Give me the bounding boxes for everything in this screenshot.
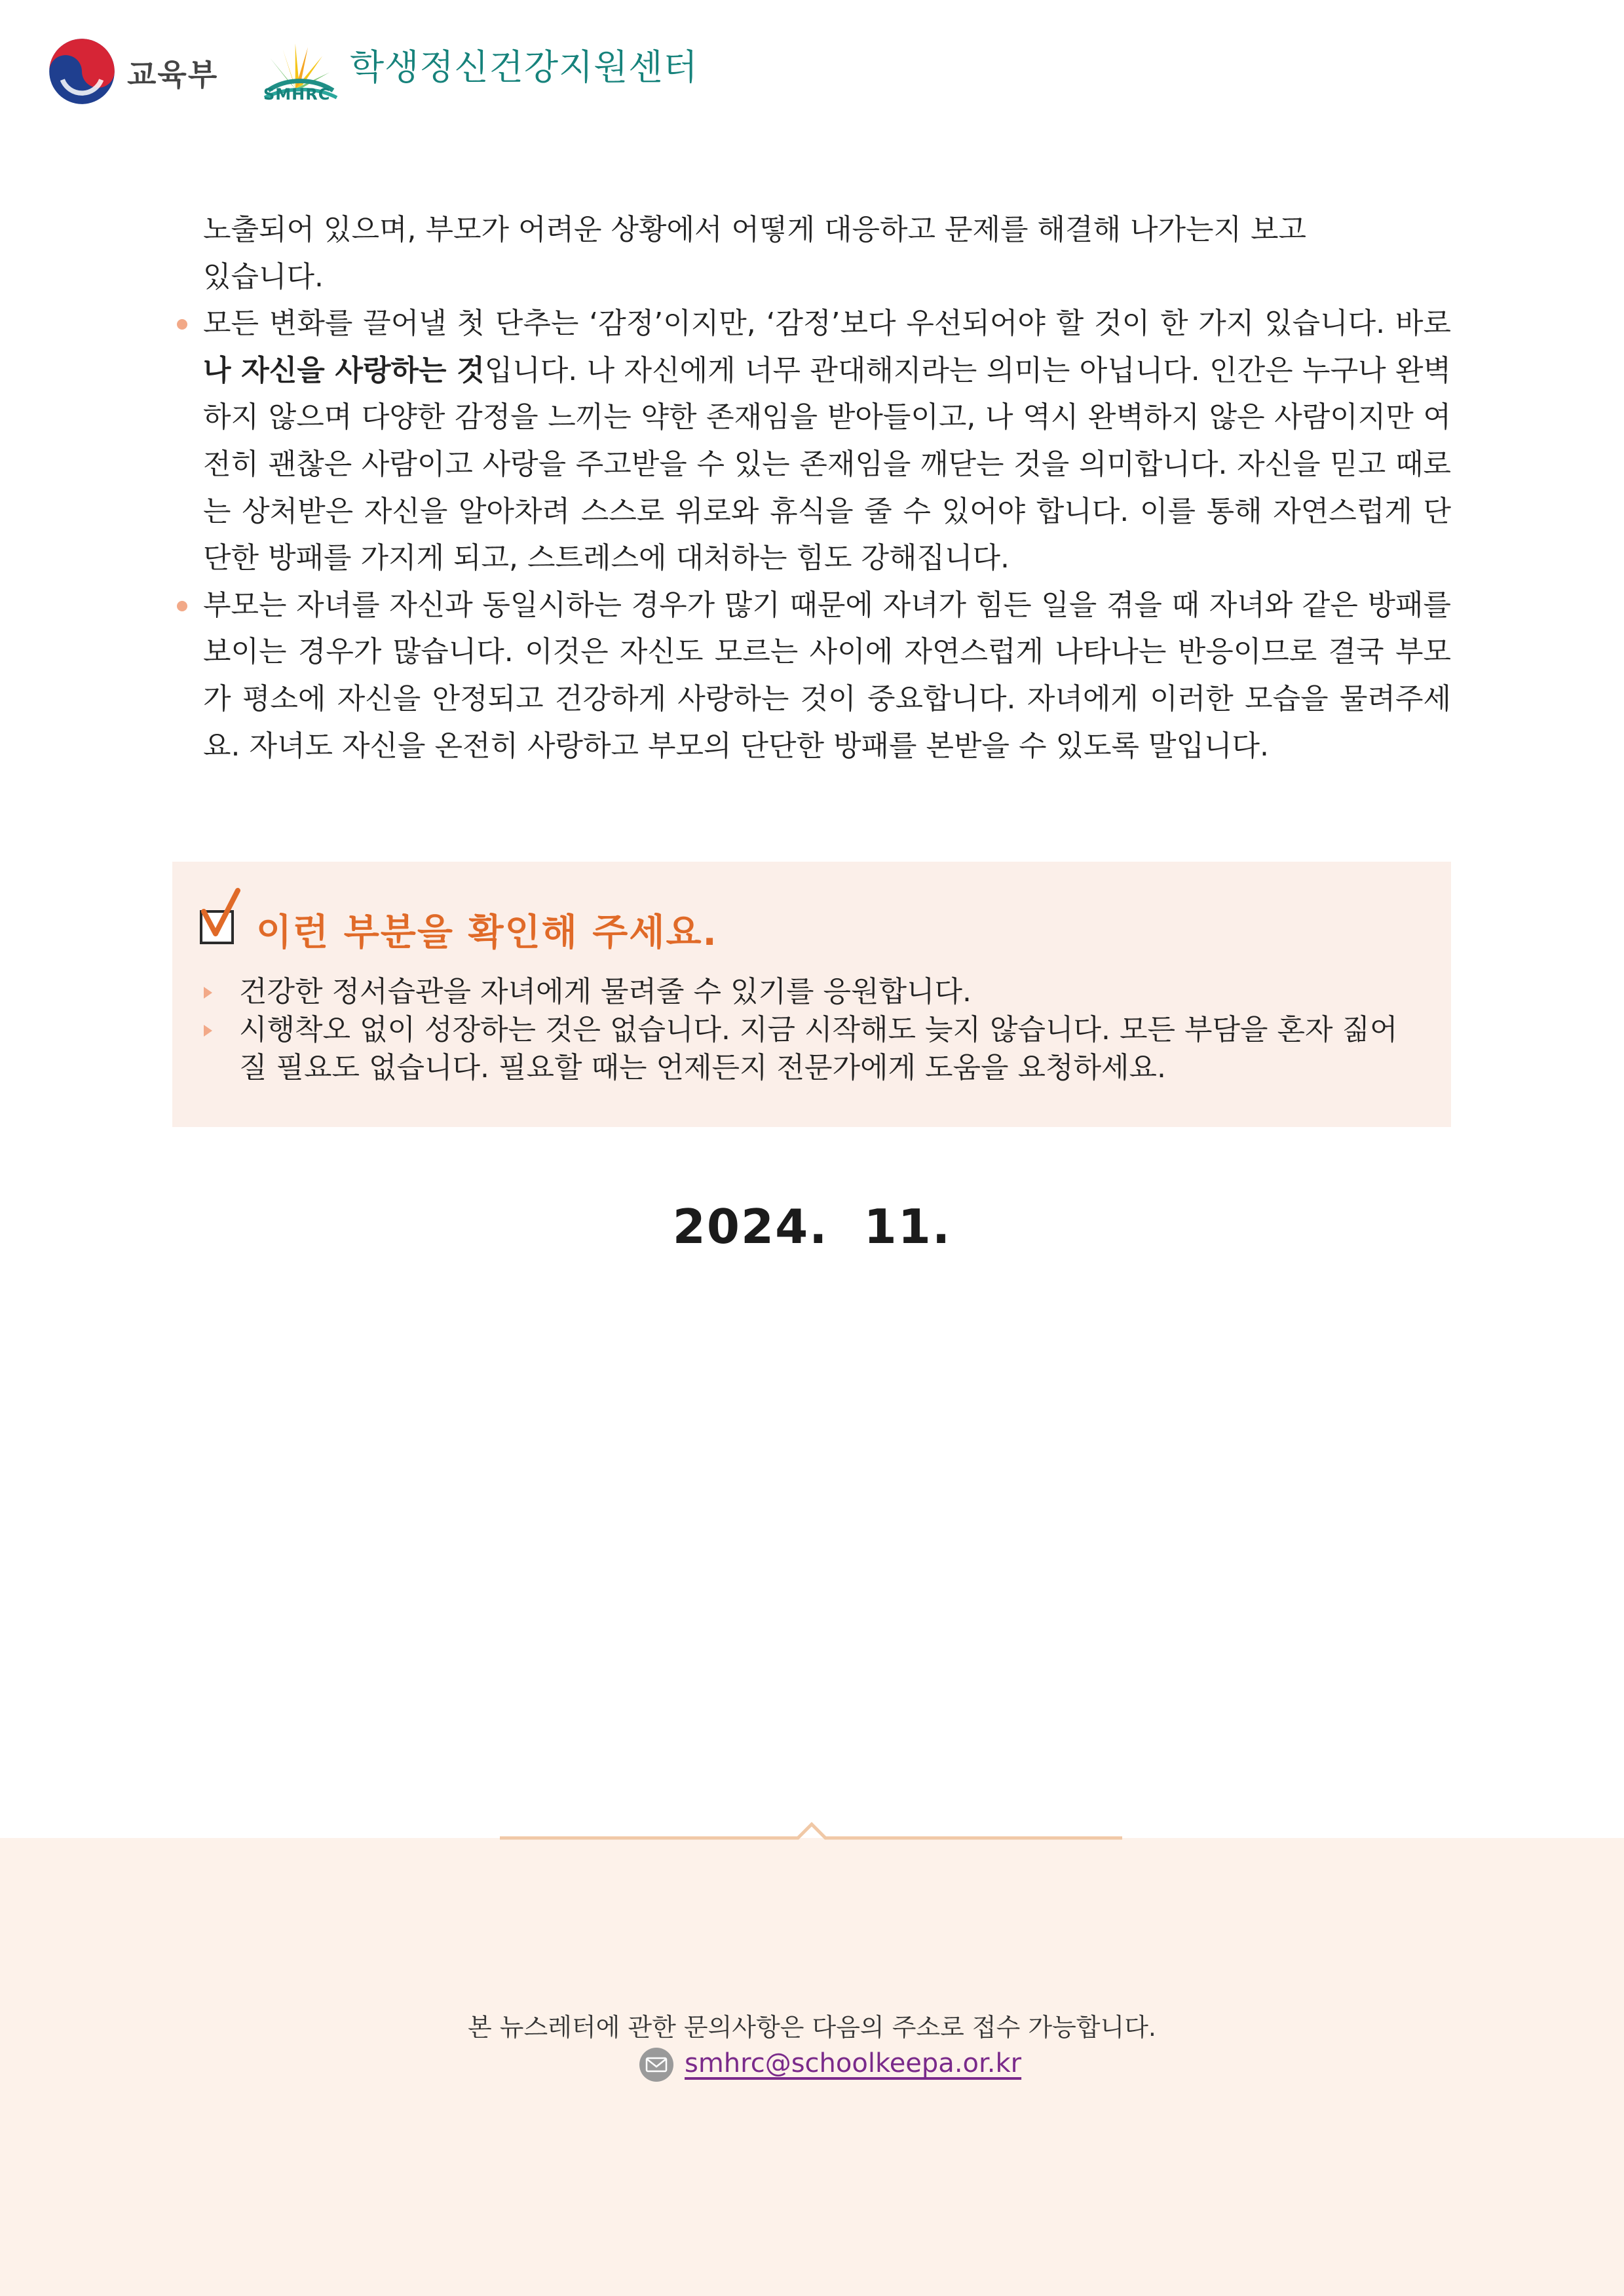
paragraph-line: 있습니다. <box>203 259 324 294</box>
footer-email-row <box>639 2046 1032 2085</box>
moe-taegeuk-logo-icon <box>47 37 117 106</box>
check-list-item <box>204 973 1422 1011</box>
check-points-panel <box>172 862 1451 1127</box>
bullet-paragraph-parents <box>203 582 1451 769</box>
center-name: 학생정신건강지원센터 <box>350 47 698 88</box>
paragraph-emphasis: 나 자신을 사랑하는 것 <box>203 353 485 387</box>
paragraph-intro <box>203 206 1451 300</box>
check-list-item <box>204 1011 1422 1087</box>
footer-contact-note: 본 뉴스레터에 관한 문의사항은 다음의 주소로 접수 가능합니다. <box>467 2013 1157 2042</box>
paragraph-text-continued: 입니다. 나 자신에게 너무 관대해지라는 의미는 아닙니다. 인간은 누구나 완벽하지 않으며 다양한 감정을 느끼는 약한 존재임을 받아들이고, 나 역시 완벽하지 않은 사람이지만 여전히 괜찮은 사람이고 사랑을 주고받을 수 있는 존재임을 깨닫는 것을 의미합니다. 자신을 믿고 때로는 상처받은 자신을 알아차려 스스로 위로와 휴식을 줄 수 있어야 합니다. 이를 통해 자연스럽게 단단한 방패를 가지게 되고, 스트레스에 대처하는 힘도 강해집니다. <box>203 353 1451 575</box>
footer-divider-notch <box>500 1808 1122 1848</box>
check-item-text: 시행착오 없이 성장하는 것은 없습니다. 지금 시작해도 늦지 않습니다. 모든 부담을 혼자 짊어질 필요도 없습니다. 필요할 때는 언제든지 전문가에게 도움을 요청하세요. <box>239 1013 1398 1084</box>
paragraph-line: 노출되어 있으며, 부모가 어려운 상황에서 어떻게 대응하고 문제를 해결해 나가는지 보고 <box>203 213 1306 246</box>
bullet-dot-icon <box>177 319 187 330</box>
check-item-text: 건강한 정서습관을 자녀에게 물려줄 수 있기를 응원합니다. <box>239 975 972 1008</box>
ministry-name: 교육부 <box>127 57 219 92</box>
center-abbreviation: SMHRC <box>263 85 331 104</box>
check-title: 이런 부분을 확인해 주세요. <box>256 911 718 954</box>
bullet-dot-icon <box>177 601 187 611</box>
article-body <box>203 206 1451 769</box>
contact-email-link[interactable]: smhrc@schoolkeepa.or.kr <box>685 2048 1022 2078</box>
bullet-paragraph-self-love <box>203 300 1451 582</box>
triangle-bullet-icon <box>204 1025 212 1037</box>
triangle-bullet-icon <box>204 987 212 999</box>
paragraph-text: 모든 변화를 끌어낼 첫 단추는 ‘감정’이지만, ‘감정’보다 우선되어야 할 것이 한 가지 있습니다. 바로 <box>203 307 1451 341</box>
paragraph-text: 부모는 자녀를 자신과 동일시하는 경우가 많기 때문에 자녀가 힘든 일을 겪을 때 자녀와 같은 방패를 보이는 경우가 많습니다. 이것은 자신도 모르는 사이에 자연스럽게 나타나는 반응이므로 결국 부모가 평소에 자신을 안정되고 건강하게 사랑하는 것이 중요합니다. 자녀에게 이러한 모습을 물려주세요. 자녀도 자신을 온전히 사랑하고 부모의 단단한 방패를 본받을 수 있도록 말입니다. <box>203 588 1451 763</box>
check-list <box>204 973 1422 1087</box>
page-header <box>47 31 768 110</box>
mail-icon <box>639 2047 674 2082</box>
publication-date: 2024. 11. <box>672 1199 952 1254</box>
checkmark-icon <box>197 887 243 939</box>
